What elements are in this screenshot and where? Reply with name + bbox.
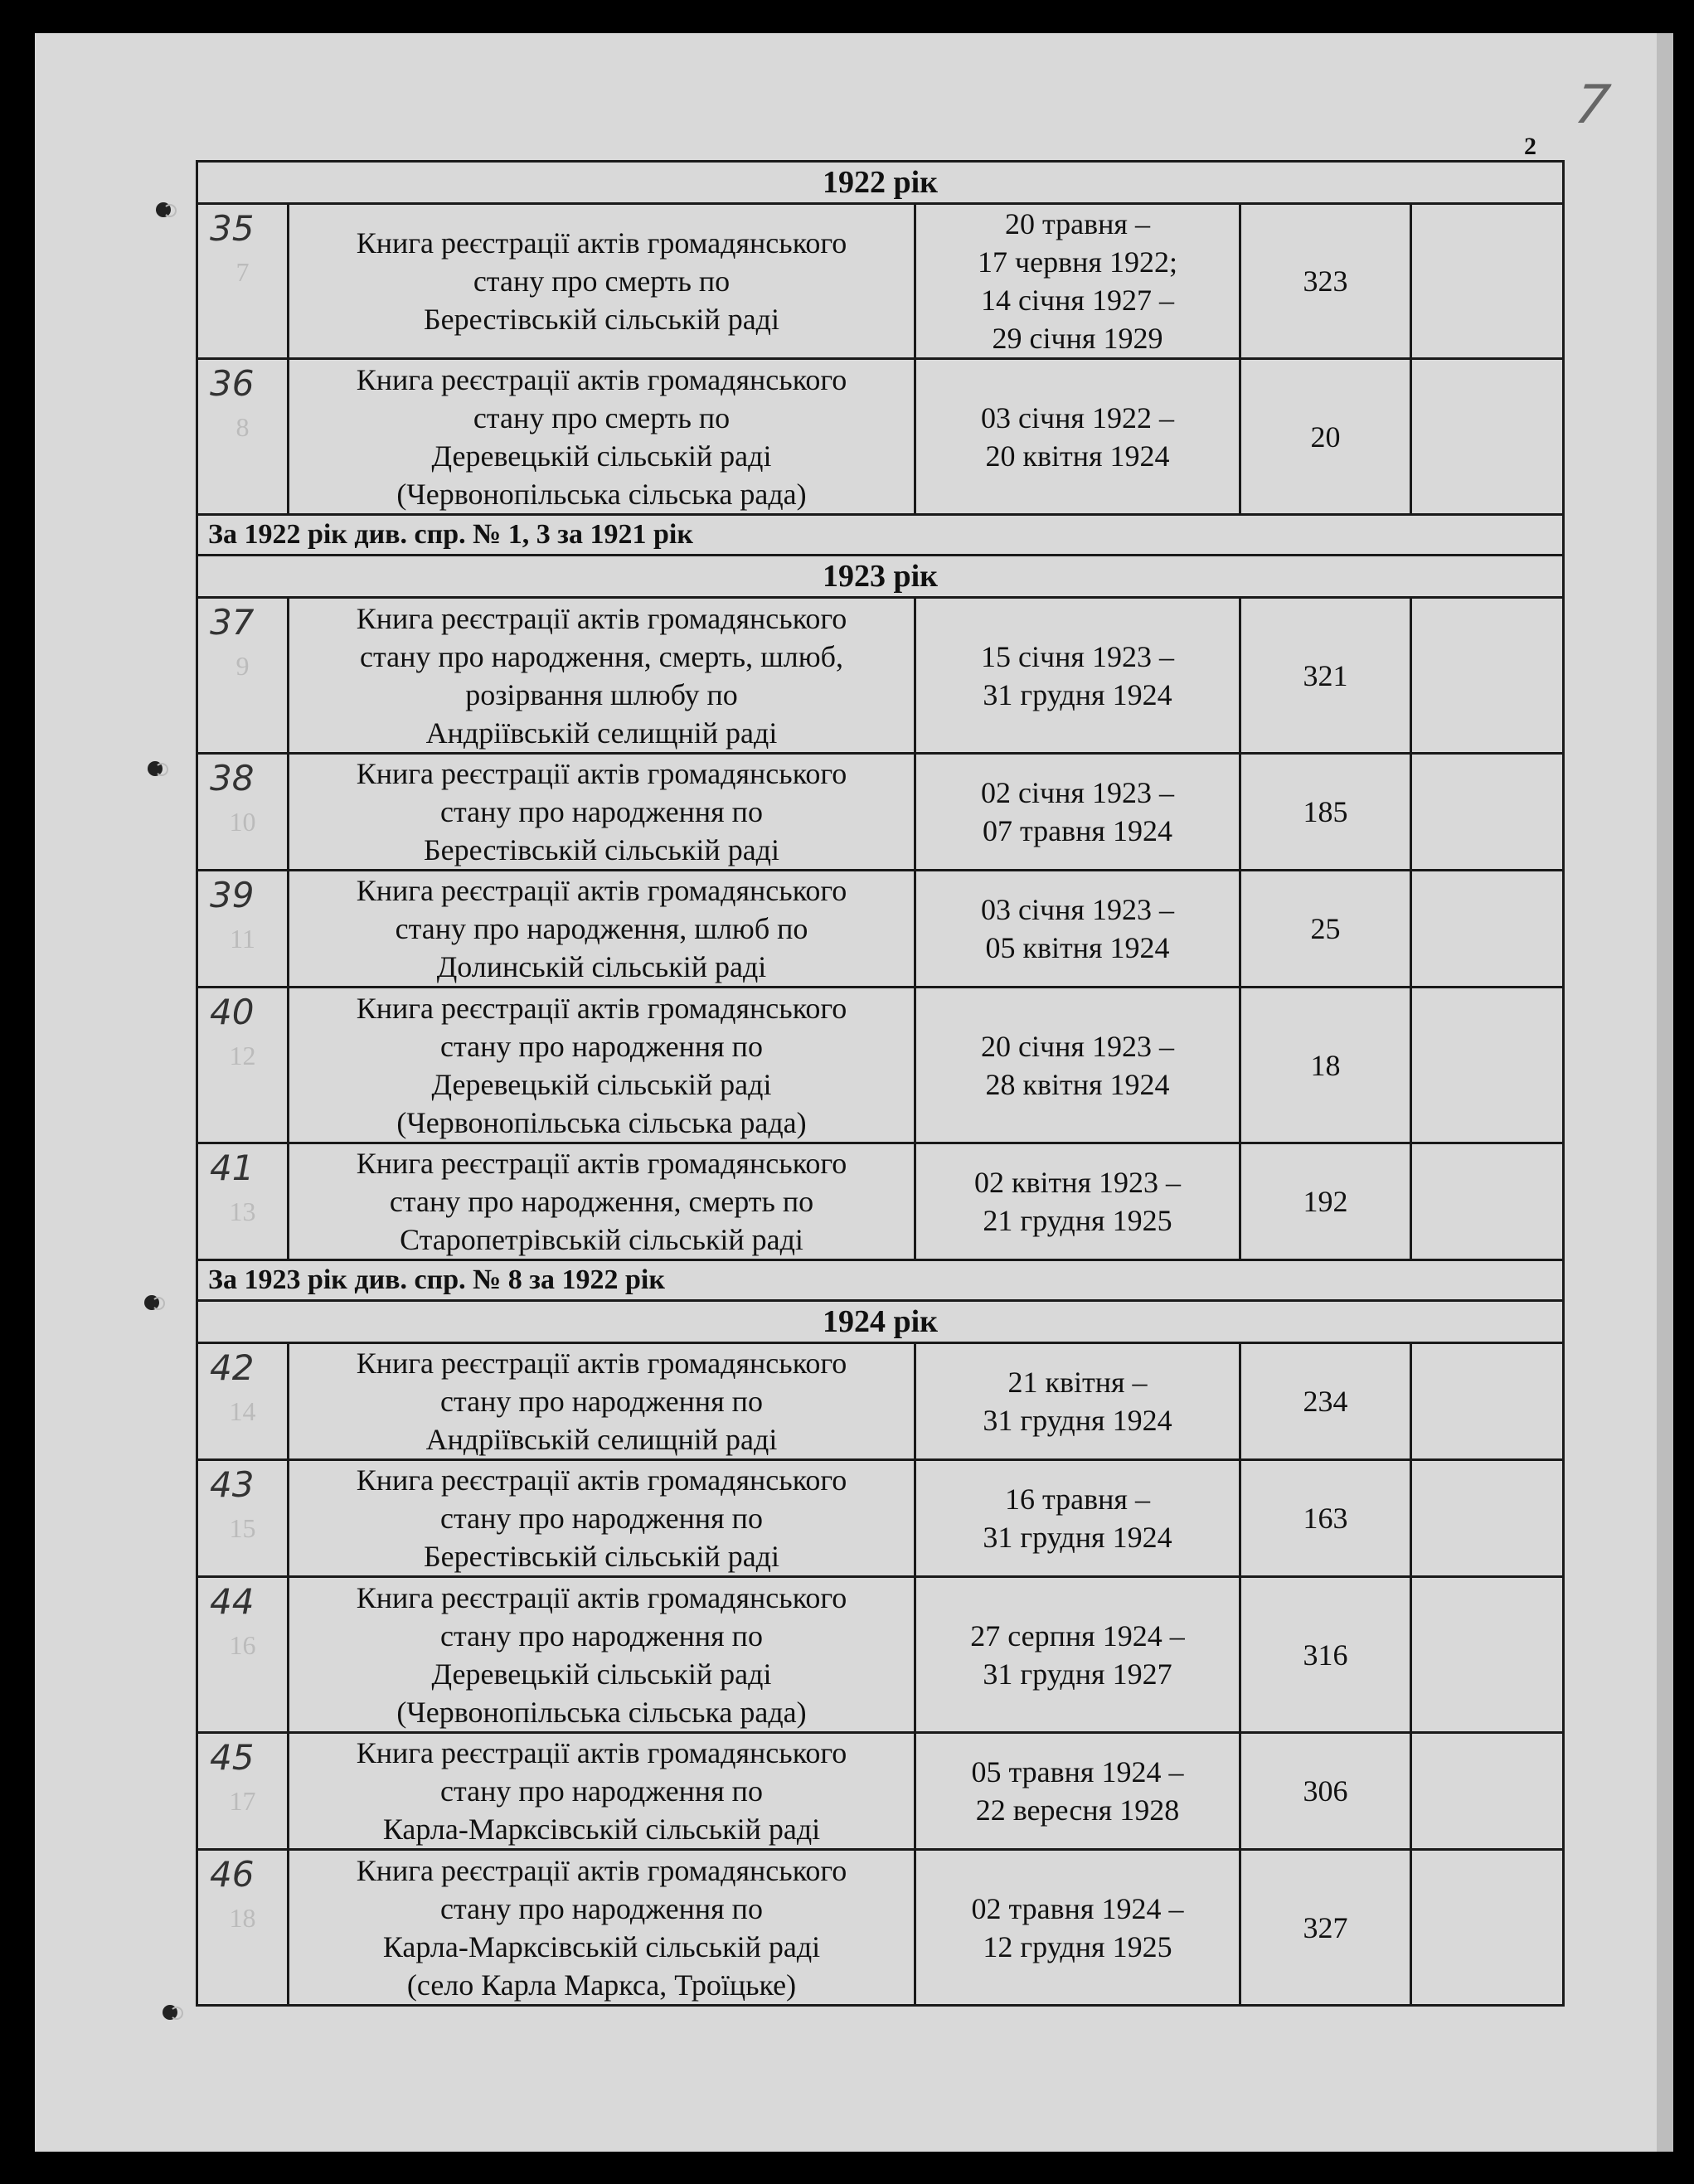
notes-cell [1411,204,1564,359]
notes-cell [1411,1343,1564,1460]
case-title-line: стану про народження, смерть, шлюб, [360,639,843,673]
page-number: 2 [1524,133,1536,160]
date-line: 31 грудня 1924 [983,677,1172,711]
case-number-cell [197,754,289,871]
year-header-row [197,162,1564,204]
binder-hole-mark [148,761,163,776]
case-number-cell [197,871,289,988]
handwritten-case-number: 44 [210,1581,255,1622]
sheet-count-cell: 316 [1240,1577,1411,1733]
old-case-number: 14 [229,1396,256,1426]
case-title-line: Берестівській сільській раді [424,833,779,866]
date-line: 22 вересня 1928 [975,1793,1180,1827]
case-title-line: Книга реєстрації актів громадянського [356,757,847,790]
date-range-cell [915,754,1240,871]
handwritten-case-number: 36 [210,363,255,404]
notes-cell [1411,1143,1564,1260]
old-case-number: 16 [229,1630,256,1660]
date-line: 21 грудня 1925 [983,1204,1172,1237]
case-title-line: стану про народження по [440,1029,763,1063]
notes-cell [1411,598,1564,754]
case-title-line: Книга реєстрації актів громадянського [356,1580,847,1614]
case-title-cell [289,1143,915,1260]
year-heading: 1922 рік [197,162,1564,204]
sheet-count-cell: 163 [1240,1460,1411,1577]
year-heading: 1923 рік [197,556,1564,598]
notes-cell [1411,988,1564,1143]
date-range-cell [915,359,1240,515]
case-title-line: (село Карла Маркса, Троїцьке) [406,1968,797,2002]
case-title-line: (Червонопільська сільська рада) [396,477,807,511]
case-title-line: (Червонопільська сільська рада) [396,1105,807,1139]
date-line: 27 серпня 1924 – [970,1619,1185,1653]
case-title-line: стану про смерть по [473,265,731,298]
sheet-count-cell: 25 [1240,871,1411,988]
table-row [197,871,1564,988]
binder-hole-mark [156,202,171,217]
table-row [197,359,1564,515]
case-number-cell [197,204,289,359]
date-range-cell [915,1733,1240,1850]
old-case-number: 10 [229,807,256,837]
date-line: 17 червня 1922; [978,245,1177,279]
notes-cell [1411,1850,1564,2006]
case-title-line: стану про народження по [440,1619,763,1653]
case-title-cell [289,871,915,988]
old-case-number: 13 [229,1196,256,1226]
case-number-cell [197,598,289,754]
handwritten-case-number: 37 [210,602,255,643]
old-case-number: 17 [229,1786,256,1816]
date-range-cell [915,1850,1240,2006]
case-number-cell [197,1143,289,1260]
old-case-number: 7 [235,257,250,287]
case-title-line: Книга реєстрації актів громадянського [356,874,847,907]
case-number-cell [197,1343,289,1460]
old-case-number: 8 [235,412,250,442]
date-line: 12 грудня 1925 [983,1929,1172,1963]
old-case-number: 11 [230,924,255,954]
case-title-cell [289,1577,915,1733]
binder-hole-mark [144,1295,159,1310]
date-range-cell [915,871,1240,988]
old-case-number: 9 [235,651,250,681]
case-title-line: Андріївській селищній раді [425,716,778,750]
case-title-line: Старопетрівській сільській раді [400,1223,803,1256]
sheet-count-cell: 185 [1240,754,1411,871]
date-line: 02 січня 1923 – [981,776,1174,809]
case-title-line: стану про народження по [440,1774,763,1808]
binder-hole-mark [163,2005,177,2020]
handwritten-case-number: 35 [210,208,255,249]
case-title-cell [289,754,915,871]
table-row [197,754,1564,871]
date-line: 31 грудня 1924 [983,1521,1172,1554]
sheet-count-cell: 20 [1240,359,1411,515]
table-row [197,1733,1564,1850]
case-title-cell [289,1850,915,2006]
notes-cell [1411,1460,1564,1577]
date-range-cell [915,1343,1240,1460]
paper-edge [1657,33,1673,2152]
table-row [197,1577,1564,1733]
old-case-number: 15 [229,1513,256,1543]
case-title-cell [289,359,915,515]
handwritten-case-number: 42 [210,1347,255,1388]
sheet-count-cell: 323 [1240,204,1411,359]
date-line: 20 квітня 1924 [985,439,1170,473]
handwritten-case-number: 43 [210,1464,255,1505]
case-number-cell [197,1733,289,1850]
date-range-cell [915,1460,1240,1577]
cross-reference-row [197,515,1564,556]
date-line: 28 квітня 1924 [985,1067,1170,1101]
date-line: 21 квітня – [1007,1366,1148,1399]
handwritten-case-number: 38 [210,758,255,798]
case-title-line: стану про народження, шлюб по [395,912,808,945]
case-number-cell [197,1460,289,1577]
date-range-cell [915,204,1240,359]
notes-cell [1411,871,1564,988]
sheet-count-cell: 234 [1240,1343,1411,1460]
table-row [197,1143,1564,1260]
case-title-line: Книга реєстрації актів громадянського [356,601,847,635]
case-title-line: Карла-Марксівській сільській раді [382,1813,821,1846]
notes-cell [1411,1577,1564,1733]
table-row [197,1460,1564,1577]
table-row [197,204,1564,359]
sheet-count-cell: 192 [1240,1143,1411,1260]
case-title-line: стану про народження по [440,795,763,828]
date-line: 29 січня 1929 [992,322,1163,355]
old-case-number: 12 [229,1041,256,1070]
date-line: 03 січня 1923 – [981,893,1174,926]
case-title-line: Деревецькій сільській раді [431,1067,772,1101]
date-range-cell [915,598,1240,754]
case-title-line: стану про народження по [440,1385,763,1418]
handwritten-case-number: 41 [210,1148,255,1188]
case-title-line: стану про народження по [440,1502,763,1535]
case-number-cell [197,1577,289,1733]
handwritten-folio-number: 7 [1570,75,1614,136]
case-title-cell [289,598,915,754]
cross-reference-note: За 1922 рік див. спр. № 1, 3 за 1921 рік [197,515,1564,556]
date-line: 05 квітня 1924 [985,931,1170,964]
year-heading: 1924 рік [197,1301,1564,1343]
table-row [197,598,1564,754]
cross-reference-note: За 1923 рік див. спр. № 8 за 1922 рік [197,1260,1564,1301]
date-line: 03 січня 1922 – [981,400,1174,434]
case-number-cell [197,988,289,1143]
case-title-line: Андріївській селищній раді [425,1423,778,1456]
date-line: 16 травня – [1005,1483,1150,1516]
case-title-cell [289,1460,915,1577]
handwritten-case-number: 46 [210,1854,255,1895]
handwritten-case-number: 40 [210,992,255,1032]
year-header-row [197,1301,1564,1343]
case-title-cell [289,204,915,359]
date-line: 31 грудня 1924 [983,1404,1172,1437]
date-line: 20 січня 1923 – [981,1029,1174,1063]
sheet-count-cell: 327 [1240,1850,1411,2006]
case-title-line: Книга реєстрації актів громадянського [356,1347,847,1380]
sheet-count-cell: 306 [1240,1733,1411,1850]
case-title-cell [289,988,915,1143]
case-title-cell [289,1343,915,1460]
case-title-cell [289,1733,915,1850]
sheet-count-cell: 321 [1240,598,1411,754]
case-title-line: Книга реєстрації актів громадянського [356,1147,847,1180]
handwritten-case-number: 45 [210,1737,255,1778]
case-title-line: Деревецькій сільській раді [431,1657,772,1691]
case-number-cell [197,359,289,515]
handwritten-case-number: 39 [210,875,255,915]
case-title-line: Долинській сільській раді [436,950,767,983]
case-title-line: розірвання шлюбу по [465,677,738,711]
case-title-line: Деревецькій сільській раді [431,439,772,473]
case-title-line: стану про смерть по [473,400,731,434]
date-line: 07 травня 1924 [983,814,1172,847]
notes-cell [1411,359,1564,515]
date-range-cell [915,1143,1240,1260]
case-title-line: Книга реєстрації актів громадянського [356,362,847,396]
table-row [197,1343,1564,1460]
case-title-line: Книга реєстрації актів громадянського [356,1736,847,1769]
date-range-cell [915,988,1240,1143]
date-line: 31 грудня 1927 [983,1657,1172,1691]
sheet-count-cell: 18 [1240,988,1411,1143]
case-title-line: Берестівській сільській раді [424,303,779,336]
cross-reference-row [197,1260,1564,1301]
year-header-row [197,556,1564,598]
notes-cell [1411,754,1564,871]
inventory-table [196,160,1565,2007]
date-line: 02 травня 1924 – [971,1891,1184,1925]
date-line: 20 травня – [1005,207,1150,240]
case-title-line: (Червонопільська сільська рада) [396,1695,807,1729]
case-title-line: Книга реєстрації актів громадянського [356,991,847,1025]
case-title-line: Книга реєстрації актів громадянського [356,1463,847,1497]
date-line: 15 січня 1923 – [981,639,1174,673]
case-title-line: Берестівській сільській раді [424,1540,779,1573]
table-row [197,988,1564,1143]
case-title-line: Карла-Марксівській сільській раді [382,1929,821,1963]
date-line: 05 травня 1924 – [971,1755,1184,1788]
case-number-cell [197,1850,289,2006]
case-title-line: Книга реєстрації актів громадянського [356,1853,847,1887]
date-line: 02 квітня 1923 – [973,1166,1182,1199]
case-title-line: стану про народження по [440,1891,763,1925]
notes-cell [1411,1733,1564,1850]
case-title-line: стану про народження, смерть по [389,1185,814,1218]
table-row [197,1850,1564,2006]
date-range-cell [915,1577,1240,1733]
old-case-number: 18 [229,1903,256,1933]
date-line: 14 січня 1927 – [981,284,1174,317]
case-title-line: Книга реєстрації актів громадянського [356,226,847,260]
